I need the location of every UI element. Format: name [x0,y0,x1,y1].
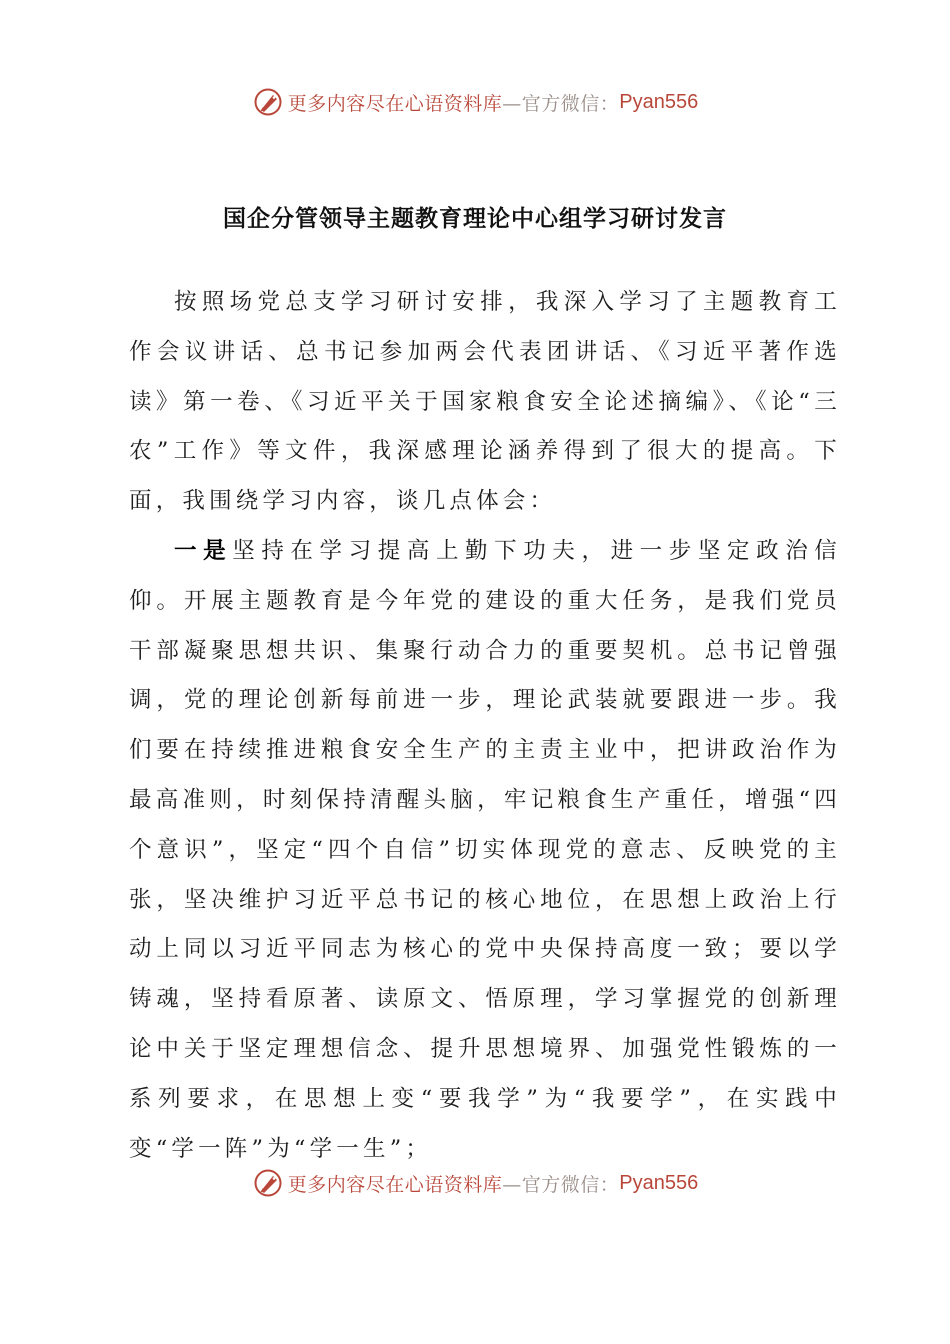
document-body [129,278,841,1174]
document-title: 国企分管领导主题教育理论中心组学习研讨发言 [223,205,727,232]
paragraph-text: 按照场党总支学习研讨安排，我深入学习了主题教育工作会议讲话、总书记参加两会代表团讲话、《习近平著作选读》第一卷、《习近平关于国家粮食安全论述摘编》、《论“三农”工作》等文件，我深感理论涵养得到了很大的提高。下面，我围绕学习内容，谈几点体会： [129,289,841,515]
paragraph-point-one [129,527,841,1174]
separator-text: —官方微信： [502,1173,620,1196]
pen-nib-logo-icon [252,86,284,118]
promo-text: 更多内容尽在心语资料库 [287,1173,503,1196]
paragraph-lead: 一是 [174,537,233,564]
paragraph-intro [129,278,841,527]
wechat-id: Pyan556 [619,1171,699,1194]
header-watermark [0,82,950,122]
separator-text: —官方微信： [502,92,620,115]
promo-text: 更多内容尽在心语资料库 [287,92,503,115]
wechat-id: Pyan556 [619,90,699,113]
footer-watermark [0,1163,950,1203]
pen-nib-logo-icon [252,1167,284,1199]
paragraph-text: 坚持在学习提高上勤下功夫，进一步坚定政治信仰。开展主题教育是今年党的建设的重大任务，是我们党员干部凝聚思想共识、集聚行动合力的重要契机。总书记曾强调，党的理论创新每前进一步，理论武装就要跟进一步。我们要在持续推进粮食安全生产的主责主业中，把讲政治作为最高准则，时刻保持清醒头脑，牢记粮食生产重任，增强“四个意识”，坚定“四个自信”切实体现党的意志、反映党的主张，坚决维护习近平总书记的核心地位，在思想上政治上行动上同以习近平同志为核心的党中央保持高度一致；要以学铸魂，坚持看原著、读原文、悟原理，学习掌握党的创新理论中关于坚定理想信念、提升思想境界、加强党性锻炼的一系列要求，在思想上变“要我学”为“我要学”，在实践中变“学一阵”为“学一生”； [129,537,842,1162]
